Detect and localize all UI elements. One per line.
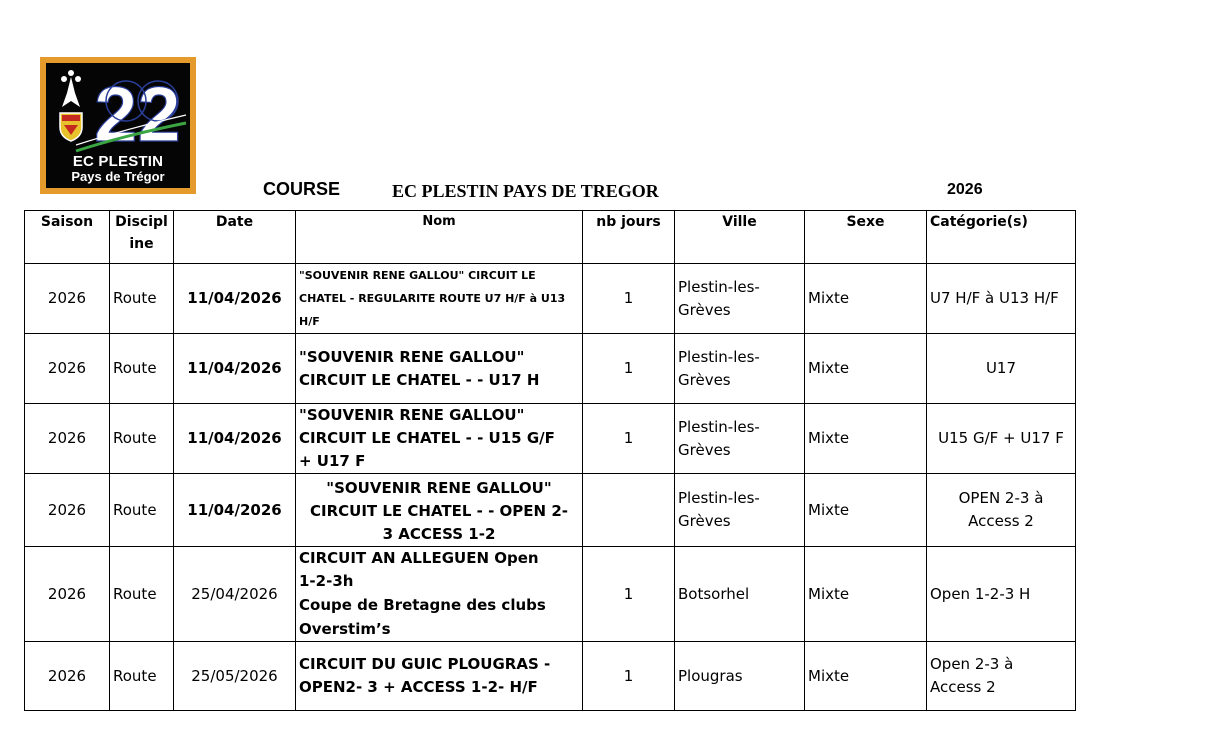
cell-saison: 2026: [25, 547, 110, 642]
logo-line1: EC PLESTIN: [72, 153, 164, 170]
cell-date: 11/04/2026: [174, 334, 296, 404]
cell-discipline: Route: [110, 642, 174, 711]
cell-discipline: Route: [110, 404, 174, 474]
cell-nb-jours: 1: [583, 404, 675, 474]
col-header-discipline: Discipl ine: [110, 211, 174, 264]
table-row: [25, 264, 1076, 334]
cell-discipline: Route: [110, 547, 174, 642]
cell-ville: Plestin-les-Grèves: [675, 334, 805, 404]
cell-sexe: Mixte: [805, 334, 927, 404]
cell-categories: U15 G/F + U17 F: [927, 404, 1076, 474]
col-header-categories: Catégorie(s): [927, 211, 1076, 264]
cell-saison: 2026: [25, 334, 110, 404]
table-header-row: [25, 211, 1076, 264]
cell-nb-jours: 1: [583, 642, 675, 711]
cell-saison: 2026: [25, 642, 110, 711]
table-row: [25, 642, 1076, 711]
cell-nom: "SOUVENIR RENE GALLOU" CIRCUIT LE CHATEL - REGULARITE ROUTE U7 H/F à U13 H/F: [296, 264, 583, 334]
cell-sexe: Mixte: [805, 642, 927, 711]
col-header-nom: Nom: [296, 211, 583, 264]
cell-ville: Plestin-les-Grèves: [675, 474, 805, 547]
cell-nb-jours: [583, 474, 675, 547]
col-header-nb-jours: nb jours: [583, 211, 675, 264]
cell-nb-jours: 1: [583, 264, 675, 334]
col-header-sexe: Sexe: [805, 211, 927, 264]
table-row: [25, 547, 1076, 642]
nom-line1: CIRCUIT AN ALLEGUEN Open 1-2-3h: [299, 549, 539, 590]
cell-saison: 2026: [25, 264, 110, 334]
cell-sexe: Mixte: [805, 474, 927, 547]
cell-categories: U17: [927, 334, 1076, 404]
logo-line2: Pays de Trégor: [71, 169, 165, 184]
col-header-ville: Ville: [675, 211, 805, 264]
cell-ville: Plestin-les-Grèves: [675, 404, 805, 474]
cell-date: 25/04/2026: [174, 547, 296, 642]
cell-nom: "SOUVENIR RENE GALLOU" CIRCUIT LE CHATEL - - U15 G/F + U17 F: [296, 404, 583, 474]
cell-discipline: Route: [110, 334, 174, 404]
header-year: 2026: [947, 181, 983, 198]
cell-saison: 2026: [25, 404, 110, 474]
cell-date: 11/04/2026: [174, 404, 296, 474]
cell-categories: Open 1-2-3 H: [927, 547, 1076, 642]
logo-panel: [46, 63, 190, 188]
cell-date: 25/05/2026: [174, 642, 296, 711]
table-row: [25, 334, 1076, 404]
cell-nom: "SOUVENIR RENE GALLOU" CIRCUIT LE CHATEL - - OPEN 2-3 ACCESS 1-2: [296, 474, 583, 547]
cell-sexe: Mixte: [805, 264, 927, 334]
shield-icon: [60, 113, 82, 141]
col-header-date: Date: [174, 211, 296, 264]
cell-nom: "SOUVENIR RENE GALLOU" CIRCUIT LE CHATEL - - U17 H: [296, 334, 583, 404]
cell-discipline: Route: [110, 474, 174, 547]
table-row: [25, 404, 1076, 474]
cell-ville: Botsorhel: [675, 547, 805, 642]
cell-nb-jours: 1: [583, 334, 675, 404]
cell-nom: CIRCUIT DU GUIC PLOUGRAS - OPEN2- 3 + ACCESS 1-2- H/F: [296, 642, 583, 711]
cell-sexe: Mixte: [805, 404, 927, 474]
col-header-saison: Saison: [25, 211, 110, 264]
cell-nb-jours: 1: [583, 547, 675, 642]
cell-categories: U7 H/F à U13 H/F: [927, 264, 1076, 334]
cell-sexe: Mixte: [805, 547, 927, 642]
club-logo: [40, 57, 196, 194]
ermine-icon: [61, 70, 81, 107]
nom-line2: Coupe de Bretagne des clubs Overstim’s: [299, 596, 546, 638]
logo-number: 22: [94, 70, 181, 158]
header-club: EC PLESTIN PAYS DE TREGOR: [392, 181, 659, 201]
events-table: [24, 210, 1076, 711]
cell-date: 11/04/2026: [174, 264, 296, 334]
cell-discipline: Route: [110, 264, 174, 334]
cell-ville: Plougras: [675, 642, 805, 711]
cell-saison: 2026: [25, 474, 110, 547]
cell-ville: Plestin-les-Grèves: [675, 264, 805, 334]
cell-date: 11/04/2026: [174, 474, 296, 547]
cell-nom: [296, 547, 583, 642]
cell-categories: OPEN 2-3 à Access 2: [927, 474, 1076, 547]
cell-categories: Open 2-3 à Access 2: [927, 642, 1076, 711]
header-course: COURSE: [263, 179, 341, 199]
table-row: [25, 474, 1076, 547]
